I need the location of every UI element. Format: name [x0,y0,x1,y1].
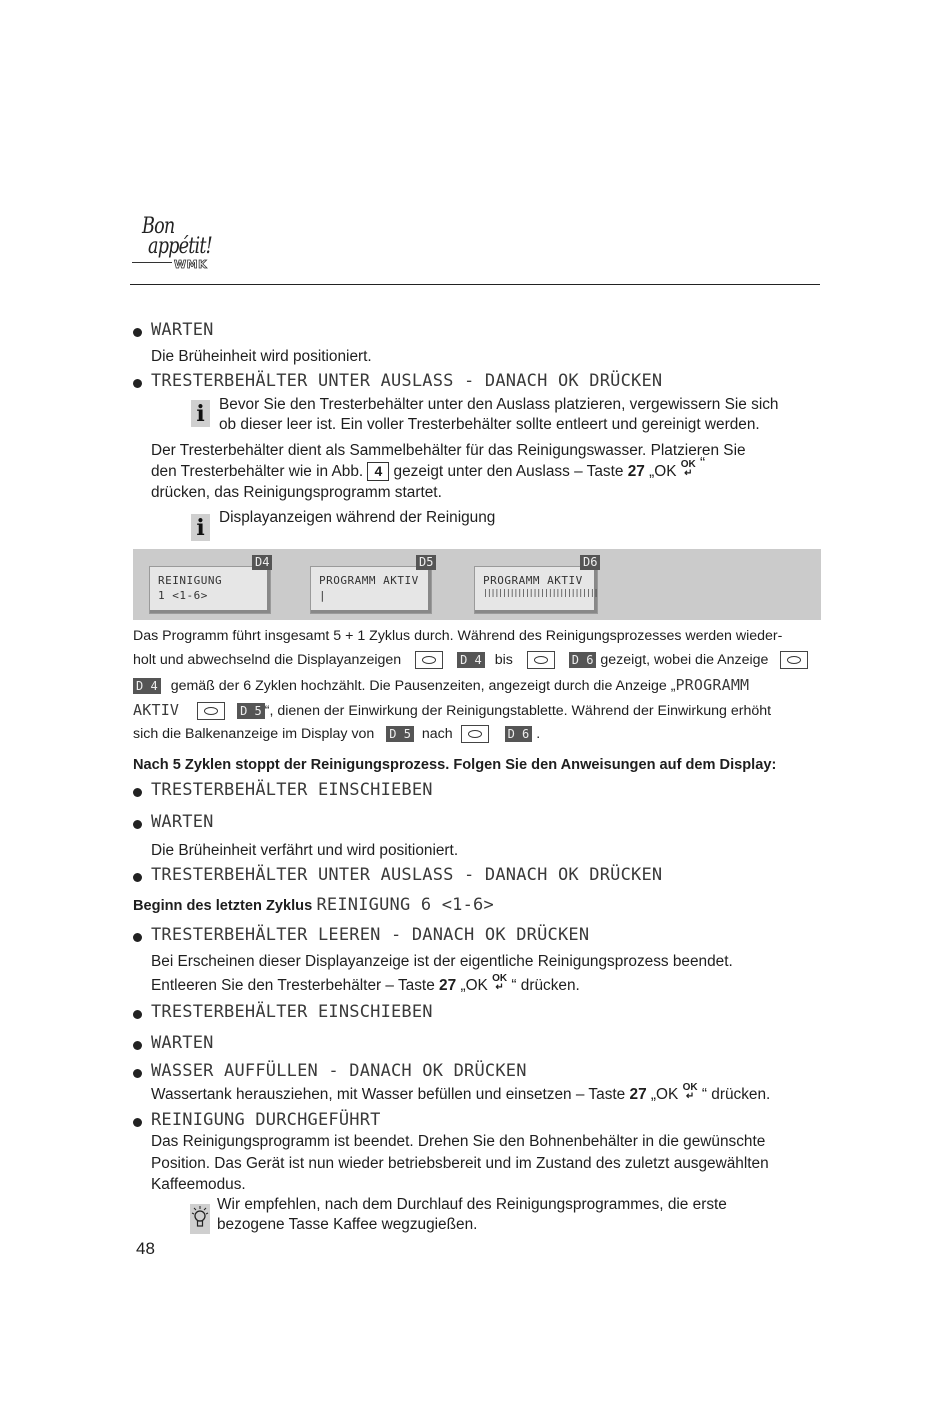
bullet-item [133,865,662,885]
step-text: Die Brüheinheit wird positioniert. [151,348,372,365]
display-tag: D5 [416,555,436,570]
para-text: “ [700,455,706,472]
step-text: Bei Erscheinen dieser Displayanzeige ist der eigentliche Reinigungsprozess beendet. [151,953,733,970]
para-line: drücken, das Reinigungsprogramm startet. [151,484,442,501]
eye-icon [527,651,555,669]
bullet-dot [133,1118,142,1127]
display-text: AKTIV [133,701,180,719]
lcd-display-d4 [149,566,271,614]
ok-enter-icon: OK ↵ [492,972,508,993]
bullet-item [133,1002,433,1022]
lcd-line: REINIGUNG [158,574,223,587]
bullet-item [133,1110,381,1130]
bullet-dot [133,820,142,829]
tip-lightbulb-icon [190,1204,210,1234]
bullet-item [133,925,589,945]
display-text: WARTEN [151,320,214,340]
para-line: Der Tresterbehälter dient als Sammelbehälter für das Reinigungswasser. Platzieren Sie [151,442,746,459]
program-line [133,673,749,698]
step-text-part: „OK [650,1086,679,1103]
bullet-dot [133,1010,142,1019]
display-tag: D 6 [569,652,597,668]
section-heading: Nach 5 Zyklen stoppt der Reinigungsprozess. Folgen Sie den Anweisungen auf dem Display: [133,757,777,773]
step-text: Das Reinigungsprogramm ist beendet. Drehen Sie den Bohnenbehälter in die gewünschte [151,1133,766,1150]
step-text-part: Entleeren Sie den Tresterbehälter – Taste [151,977,435,994]
display-tag: D 5 [237,703,265,719]
display-tag: D 4 [133,678,161,694]
step-text [151,1081,771,1105]
para-text: gezeigt unter den Auslass – Taste [393,463,624,480]
display-text: WASSER AUFFÜLLEN - DANACH OK DRÜCKEN [151,1061,527,1081]
logo-line-3: WMK [174,258,208,271]
tip-line: bezogene Tasse Kaffee wegzugießen. [217,1216,478,1233]
lcd-display-d5 [310,566,432,614]
step-text: Kaffeemodus. [151,1176,246,1193]
bullet-dot [133,873,142,882]
display-text: TRESTERBEHÄLTER UNTER AUSLASS - DANACH OK DRÜCKEN [151,371,663,391]
bullet-item [133,780,433,800]
para-text: den Tresterbehälter wie in Abb. [151,463,364,480]
display-text: REINIGUNG DURCHGEFÜHRT [151,1110,381,1130]
step-text-part: „OK [460,977,488,994]
lcd-line: |||||||||||||||||||||||||||||| [483,588,598,597]
eye-icon [780,651,808,669]
bullet-item [133,1061,527,1081]
program-line [133,722,540,746]
display-text: TRESTERBEHÄLTER LEEREN - DANACH OK DRÜCKEN [151,925,590,945]
display-text: PROGRAMM [675,676,750,694]
logo-underline [132,262,172,263]
display-tag: D4 [252,555,272,570]
display-tag: D 4 [457,652,485,668]
step-text [151,972,580,996]
page-number: 48 [136,1239,155,1258]
lcd-line: 1 <1-6> [158,589,208,602]
program-text: “, dienen der Einwirkung der Reinigungstablette. Während der Einwirkung erhöht [264,703,772,719]
info-icon: i [191,514,210,541]
display-tag: D 6 [505,726,533,742]
program-text: gezeigt, wobei die Anzeige [600,652,769,668]
program-text: holt und abwechselnd die Displayanzeigen [133,652,402,668]
lcd-line: | [319,589,327,602]
ok-enter-icon: OK ↵ [680,458,696,479]
program-text: nach [421,726,453,742]
info-line: ob dieser leer ist. Ein voller Tresterbehälter sollte entleert und gereinigt werden. [219,416,760,433]
key-number: 27 [629,1086,647,1103]
para-text: „OK [649,463,677,480]
logo-line-1: Bon [142,214,175,239]
display-strip [133,549,821,620]
program-text: . [536,726,541,742]
program-text: sich die Balkenanzeige im Display von [133,726,375,742]
step-text-part: “ drücken. [701,1086,771,1103]
bullet-dot [133,1069,142,1078]
bullet-dot [133,788,142,797]
display-text: TRESTERBEHÄLTER UNTER AUSLASS - DANACH OK DRÜCKEN [151,865,663,885]
display-text: REINIGUNG 6 <1-6> [316,895,494,915]
key-number: 27 [627,463,645,480]
display-text: TRESTERBEHÄLTER EINSCHIEBEN [151,1002,433,1022]
display-text: TRESTERBEHÄLTER EINSCHIEBEN [151,780,433,800]
program-line [133,648,812,672]
last-cycle-label: Beginn des letzten Zyklus [133,898,313,914]
display-text: WARTEN [151,1033,214,1053]
bullet-trester-auslass [133,371,662,391]
program-text: bis [494,652,513,668]
lcd-line: PROGRAMM AKTIV [319,574,419,587]
step-text-part: “ drücken. [511,977,580,994]
program-text: gemäß der 6 Zyklen hochzählt. Die Pausenzeiten, angezeigt durch die Anzeige „ [170,678,676,694]
info-line: Bevor Sie den Tresterbehälter unter den Auslass platzieren, vergewissern Sie sich [219,396,779,413]
step-text-part: Wassertank herausziehen, mit Wasser befüllen und einsetzen – Taste [151,1086,626,1103]
figure-ref-box: 4 [367,462,389,481]
eye-icon [197,702,225,720]
logo-line-2: appétit! [148,234,212,259]
program-line: Das Programm führt insgesamt 5 + 1 Zyklus durch. Während des Reinigungsprozesses werden wieder- [133,628,783,644]
tip-line: Wir empfehlen, nach dem Durchlauf des Reinigungsprogrammes, die erste [217,1196,727,1213]
bullet-item [133,812,214,832]
lcd-line: PROGRAMM AKTIV [483,574,583,587]
last-cycle-line [133,895,494,917]
info-icon: i [191,400,210,427]
bullet-dot [133,1041,142,1050]
display-tag: D 5 [386,726,414,742]
para-line [151,455,706,482]
bullet-dot [133,328,142,337]
display-tag: D6 [580,555,600,570]
program-line [133,698,771,723]
bullet-item [133,1033,214,1053]
step-text: Die Brüheinheit verfährt und wird positioniert. [151,842,459,859]
bullet-warten [133,320,214,340]
info-line: Displayanzeigen während der Reinigung [219,509,496,526]
eye-icon [461,725,489,743]
display-text: WARTEN [151,812,214,832]
ok-enter-icon: OK ↵ [682,1081,698,1102]
header-rule [130,284,820,285]
brand-logo [132,214,222,280]
step-text: Position. Das Gerät ist nun wieder betriebsbereit und im Zustand des zuletzt ausgewählten [151,1155,769,1172]
lcd-display-d6 [474,566,598,614]
key-number: 27 [439,977,457,994]
eye-icon [415,651,443,669]
bullet-dot [133,379,142,388]
bullet-dot [133,933,142,942]
